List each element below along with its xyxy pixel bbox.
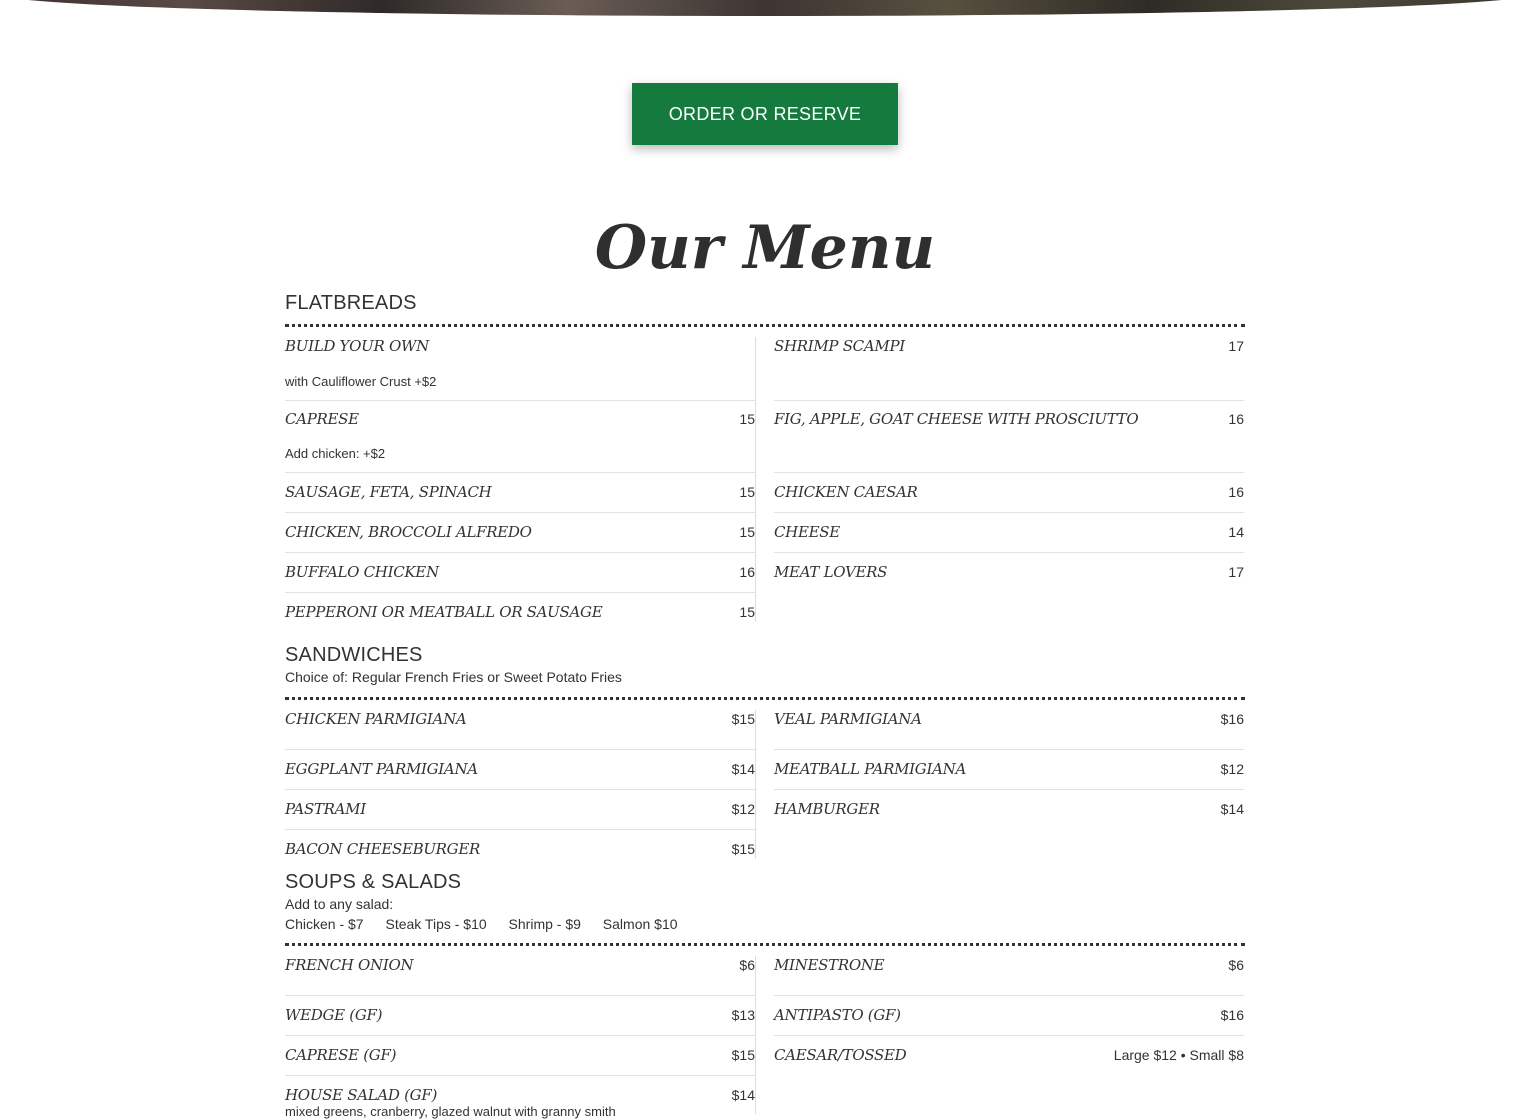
item-name: ANTIPASTO (GF): [774, 1006, 901, 1024]
item-price: $14: [731, 761, 755, 777]
item-price: $15: [731, 1047, 755, 1063]
section-note: Choice of: Regular French Fries or Sweet Potato Fries: [285, 669, 622, 685]
section-heading: SANDWICHES: [285, 644, 423, 666]
menu-title: Our Menu: [594, 213, 936, 283]
item-price: $15: [731, 711, 755, 727]
item-name: MINESTRONE: [774, 956, 885, 974]
item-price: 15: [739, 484, 755, 500]
item-name: HOUSE SALAD (GF): [285, 1086, 438, 1104]
item-price: $16: [1220, 1007, 1244, 1023]
item-name: PEPPERONI OR MEATBALL OR SAUSAGE: [285, 603, 603, 621]
menu-item: [285, 750, 755, 790]
item-name: CAPRESE: [285, 410, 359, 428]
section-divider: [285, 697, 1245, 700]
menu-item: [285, 1036, 755, 1076]
item-price: 16: [1228, 484, 1244, 500]
menu-item: [285, 513, 755, 553]
item-name: CAESAR/TOSSED: [774, 1046, 907, 1064]
item-name: BACON CHEESEBURGER: [285, 840, 480, 858]
item-name: SHRIMP SCAMPI: [774, 337, 905, 355]
item-name: CHICKEN, BROCCOLI ALFREDO: [285, 523, 532, 541]
addon-option: Steak Tips - $10: [385, 916, 487, 932]
menu-item: [774, 790, 1244, 819]
sandwiches-right-column: [774, 710, 1244, 819]
menu-item: [774, 710, 1244, 750]
item-name: BUFFALO CHICKEN: [285, 563, 439, 581]
order-or-reserve-button[interactable]: ORDER OR RESERVE: [632, 83, 898, 145]
item-price: 14: [1228, 524, 1244, 540]
item-name: HAMBURGER: [774, 800, 880, 818]
item-description: mixed greens, cranberry, glazed walnut with granny smith: [285, 1104, 616, 1119]
section-heading: FLATBREADS: [285, 292, 417, 314]
menu-item: [285, 956, 755, 996]
menu-item: [774, 401, 1244, 473]
item-price: $14: [731, 1087, 755, 1103]
item-description: with Cauliflower Crust +$2: [285, 374, 437, 389]
menu-item: [774, 337, 1244, 401]
item-price: 17: [1228, 564, 1244, 580]
section-heading: SOUPS & SALADS: [285, 871, 462, 893]
item-price: $13: [731, 1007, 755, 1023]
menu-item: [285, 401, 755, 473]
hero-banner-image: [0, 0, 1530, 16]
soups-right-column: [774, 956, 1244, 1065]
item-name: VEAL PARMIGIANA: [774, 710, 922, 728]
menu-item: [774, 473, 1244, 513]
item-price: $16: [1220, 711, 1244, 727]
item-price: 17: [1228, 338, 1244, 354]
item-name: FIG, APPLE, GOAT CHEESE WITH PROSCIUTTO: [774, 410, 1139, 428]
item-name: BUILD YOUR OWN: [285, 337, 429, 355]
menu-item: [285, 593, 755, 622]
menu-item: [285, 553, 755, 593]
section-divider: [285, 943, 1245, 946]
sandwiches-section: [285, 643, 1245, 858]
menu-item: [774, 956, 1244, 996]
item-name: MEATBALL PARMIGIANA: [774, 760, 966, 778]
item-name: EGGPLANT PARMIGIANA: [285, 760, 478, 778]
item-price: $6: [739, 957, 755, 973]
item-name: WEDGE (GF): [285, 1006, 383, 1024]
item-name: CAPRESE (GF): [285, 1046, 397, 1064]
flatbreads-left-column: [285, 337, 756, 622]
flatbreads-right-column: [774, 337, 1244, 582]
menu-item: [774, 553, 1244, 582]
item-price: 15: [739, 604, 755, 620]
item-name: SAUSAGE, FETA, SPINACH: [285, 483, 492, 501]
menu-item: [774, 996, 1244, 1036]
item-price: $15: [731, 841, 755, 857]
addon-option: Chicken - $7: [285, 916, 364, 932]
section-divider: [285, 324, 1245, 327]
sandwiches-left-column: [285, 710, 756, 859]
addon-option: Shrimp - $9: [508, 916, 581, 932]
item-price: $14: [1220, 801, 1244, 817]
menu-item: [774, 513, 1244, 553]
menu-item: [774, 1036, 1244, 1065]
soups-salads-section: [285, 870, 1245, 1119]
menu-item: [285, 1076, 755, 1119]
item-price: $12: [1220, 761, 1244, 777]
item-price: 15: [739, 524, 755, 540]
section-note: Add to any salad:: [285, 896, 394, 912]
item-price: 15: [739, 411, 755, 427]
item-price: 16: [1228, 411, 1244, 427]
menu-item: [285, 710, 755, 750]
menu-item: [774, 750, 1244, 790]
item-name: CHICKEN CAESAR: [774, 483, 918, 501]
item-name: FRENCH ONION: [285, 956, 414, 974]
item-name: PASTRAMI: [285, 800, 366, 818]
item-price: Large $12 • Small $8: [1113, 1047, 1244, 1063]
item-price: $12: [731, 801, 755, 817]
menu-item: [285, 830, 755, 859]
item-name: CHICKEN PARMIGIANA: [285, 710, 467, 728]
flatbreads-section: [285, 291, 1245, 621]
item-price: 16: [739, 564, 755, 580]
item-price: $6: [1228, 957, 1244, 973]
salad-addons: [285, 914, 1245, 934]
menu-item: [285, 996, 755, 1036]
menu-item: [285, 790, 755, 830]
menu-item: [285, 473, 755, 513]
item-description: Add chicken: +$2: [285, 446, 386, 461]
item-name: MEAT LOVERS: [774, 563, 888, 581]
item-name: CHEESE: [774, 523, 840, 541]
soups-left-column: [285, 956, 756, 1119]
addon-option: Salmon $10: [602, 916, 678, 932]
menu-item: [285, 337, 755, 401]
